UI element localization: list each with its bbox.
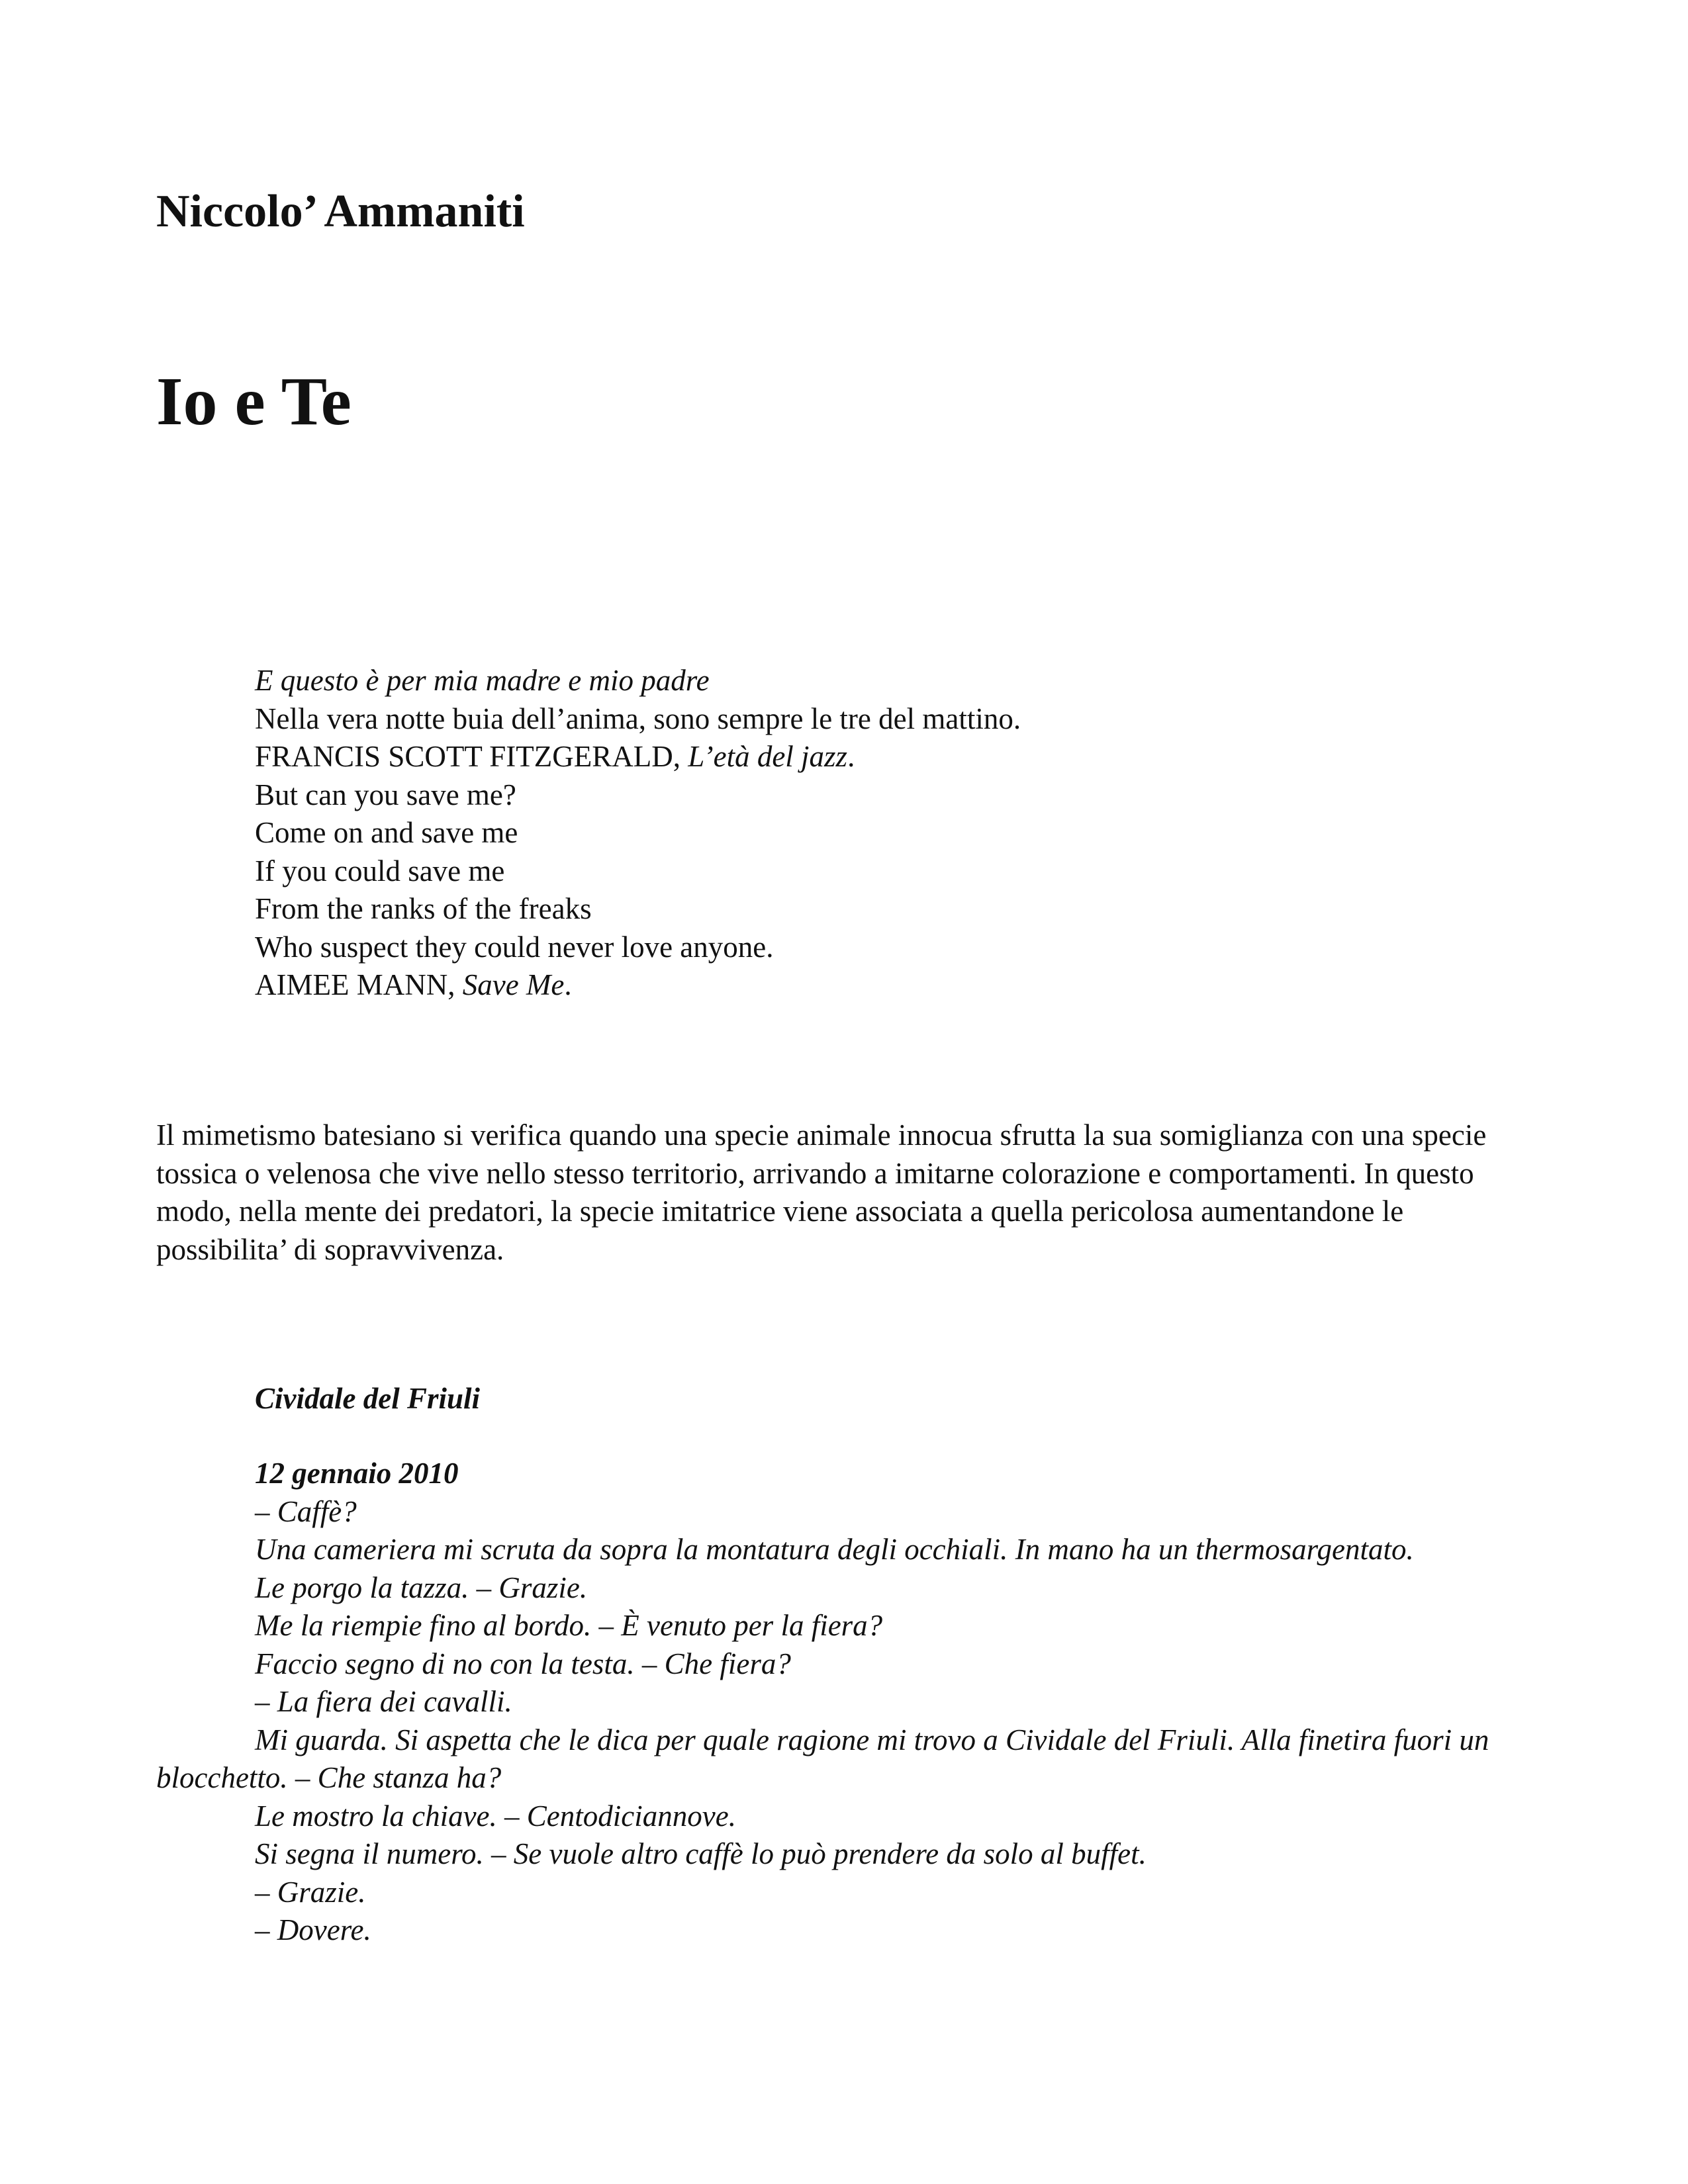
attribution-period: . [847,740,855,773]
text-line: – La fiera dei cavalli. [255,1685,512,1718]
chapter-place: Cividale del Friuli [255,1382,481,1415]
song-line: Who suspect they could never love anyone. [255,930,774,964]
text-line: – Grazie. [255,1875,366,1909]
text-line: Si segna il numero. – Se vuole altro caffè lo può prendere da solo al buffet. [255,1837,1147,1870]
chapter-body [156,1455,1540,1950]
book-title: Io e Te [156,363,352,439]
song-line: If you could save me [255,854,505,887]
epigraph-attribution [255,738,1546,776]
text-line: Le porgo la tazza. – Grazie. [255,1570,588,1604]
song-line: Come on and save me [255,816,518,849]
epigraph [255,662,1546,1005]
epigraph-quote: Nella vera notte buia dell’anima, sono sempre le tre del mattino. [255,702,1021,735]
attribution-author: AIMEE MANN, [255,968,463,1001]
attribution-period: . [564,968,572,1001]
chapter-date: 12 gennaio 2010 [255,1457,459,1490]
song-line: From the ranks of the freaks [255,892,592,925]
text-line: Me la riempie fino al bordo. – È venuto per la fiera? [255,1609,883,1642]
text-line: Mi guarda. Si aspetta che le dica per quale ragione mi trovo a Cividale del Friuli. Alla finetira fuori un blocchetto. – Che stanza ha? [156,1723,1489,1794]
song-line: But can you save me? [255,778,516,811]
author-name: Niccolo’ Ammaniti [156,186,525,237]
text-line: – Dovere. [255,1913,371,1946]
text-line: Le mostro la chiave. – Centodiciannove. [255,1799,736,1833]
text-line: Una cameriera mi scruta da sopra la montatura degli occhiali. In mano ha un thermosargentato. [255,1533,1414,1566]
attribution-author: FRANCIS SCOTT FITZGERALD, [255,740,688,773]
dedication: E questo è per mia madre e mio padre [255,664,710,697]
attribution-work: Save Me [462,968,565,1001]
text-line: Faccio segno di no con la testa. – Che fiera? [255,1647,791,1680]
intro-paragraph: Il mimetismo batesiano si verifica quando una specie animale innocua sfrutta la sua somiglianza con una specie tossica o velenosa che vive nello stesso territorio, arrivando a imitarne colorazione e comportamenti. In questo modo, nella mente dei predatori, la specie imitatrice viene associata a quella pericolosa aumentandone le possibilita’ di sopravvivenza. [156,1118,1487,1266]
song-attribution [255,966,1546,1005]
attribution-work: L’età del jazz [688,740,848,773]
text-line: – Caffè? [255,1494,357,1528]
